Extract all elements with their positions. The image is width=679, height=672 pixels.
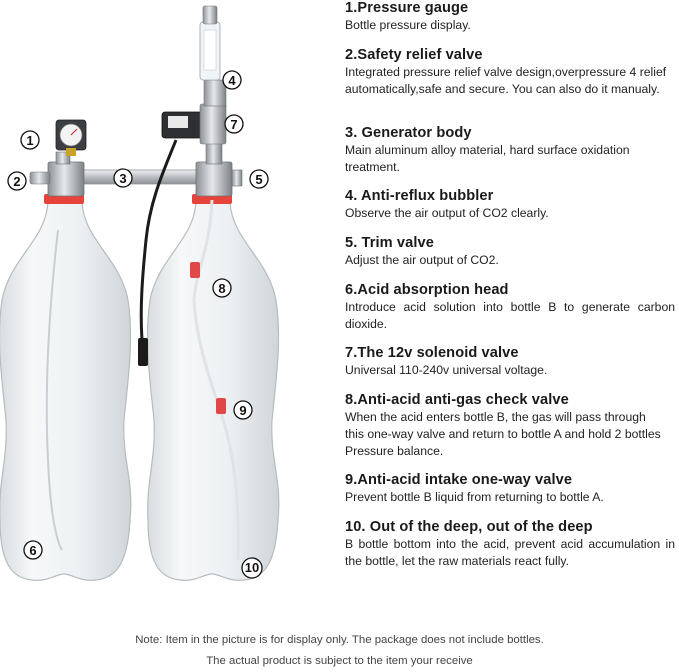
anti-reflux-bubbler [200, 6, 220, 80]
intake-valve-9 [216, 398, 226, 414]
footer-note [0, 630, 679, 672]
item-desc: Adjust the air output of CO2. [345, 253, 499, 267]
item-4 [345, 188, 675, 222]
svg-text:7: 7 [230, 117, 238, 132]
item-desc: Prevent bottle B liquid from returning to bottle A. [345, 490, 604, 504]
svg-text:5: 5 [255, 172, 263, 187]
item-desc: When the acid enters bottle B, the gas will pass through this one-way valve and return to bottle A and hold 2 bottles Pressure balance. [345, 410, 661, 458]
item-title: 3. Generator body [345, 125, 472, 141]
note-line-1: Note: Item in the picture is for display only. The package does not include bottles. [135, 634, 544, 646]
item-desc: Introduce acid solution into bottle B to generate carbon dioxide. [345, 300, 675, 331]
callout-3 [114, 169, 132, 187]
item-title: 5. Trim valve [345, 235, 434, 251]
item-5 [345, 235, 675, 269]
item-2 [345, 47, 675, 98]
callout-4 [223, 71, 241, 89]
left-fitting [48, 162, 84, 196]
item-desc: Universal 110-240v universal voltage. [345, 363, 548, 377]
svg-text:8: 8 [218, 281, 226, 296]
svg-text:4: 4 [228, 73, 236, 88]
item-10 [345, 519, 675, 570]
pressure-gauge [56, 120, 86, 156]
item-desc: Main aluminum alloy material, hard surface oxidation treatment. [345, 143, 630, 174]
callout-6 [24, 541, 42, 559]
item-title: 8.Anti-acid anti-gas check valve [345, 392, 569, 408]
callout-5 [250, 170, 268, 188]
item-title: 9.Anti-acid intake one-way valve [345, 472, 573, 488]
svg-text:3: 3 [119, 171, 127, 186]
callout-2 [8, 172, 26, 190]
callout-8 [213, 279, 231, 297]
item-desc: Observe the air output of CO2 clearly. [345, 206, 549, 220]
svg-text:6: 6 [29, 543, 37, 558]
item-1 [345, 0, 675, 34]
callout-7 [225, 115, 243, 133]
item-desc: Integrated pressure relief valve design,overpressure 4 relief automatically,safe and secure. You can also do it manualy. [345, 65, 667, 96]
item-title: 6.Acid absorption head [345, 282, 509, 298]
item-8 [345, 392, 675, 460]
product-diagram [0, 0, 340, 600]
bottle-a [0, 194, 131, 580]
callout-9 [234, 401, 252, 419]
item-3 [345, 125, 675, 176]
item-title: 1.Pressure gauge [345, 0, 469, 16]
svg-text:2: 2 [13, 174, 21, 189]
svg-text:10: 10 [244, 560, 260, 575]
callout-1 [21, 131, 39, 149]
item-6 [345, 282, 675, 333]
solenoid-valve [162, 104, 226, 144]
item-title: 4. Anti-reflux bubbler [345, 188, 494, 204]
safety-relief-valve [30, 172, 50, 184]
item-title: 7.The 12v solenoid valve [345, 345, 519, 361]
note-line-2: The actual product is subject to the item your receive [206, 655, 473, 667]
check-valve-8 [190, 262, 200, 278]
item-9 [345, 472, 675, 506]
callout-10 [242, 558, 262, 578]
item-7 [345, 345, 675, 379]
item-title: 10. Out of the deep, out of the deep [345, 519, 593, 535]
item-desc: B bottle bottom into the acid, prevent acid accumulation in the bottle, let the raw materials react fully. [345, 537, 675, 568]
right-fitting [196, 162, 232, 196]
svg-text:9: 9 [239, 403, 247, 418]
svg-text:1: 1 [26, 133, 34, 148]
item-title: 2.Safety relief valve [345, 47, 483, 63]
item-desc: Bottle pressure display. [345, 18, 471, 32]
